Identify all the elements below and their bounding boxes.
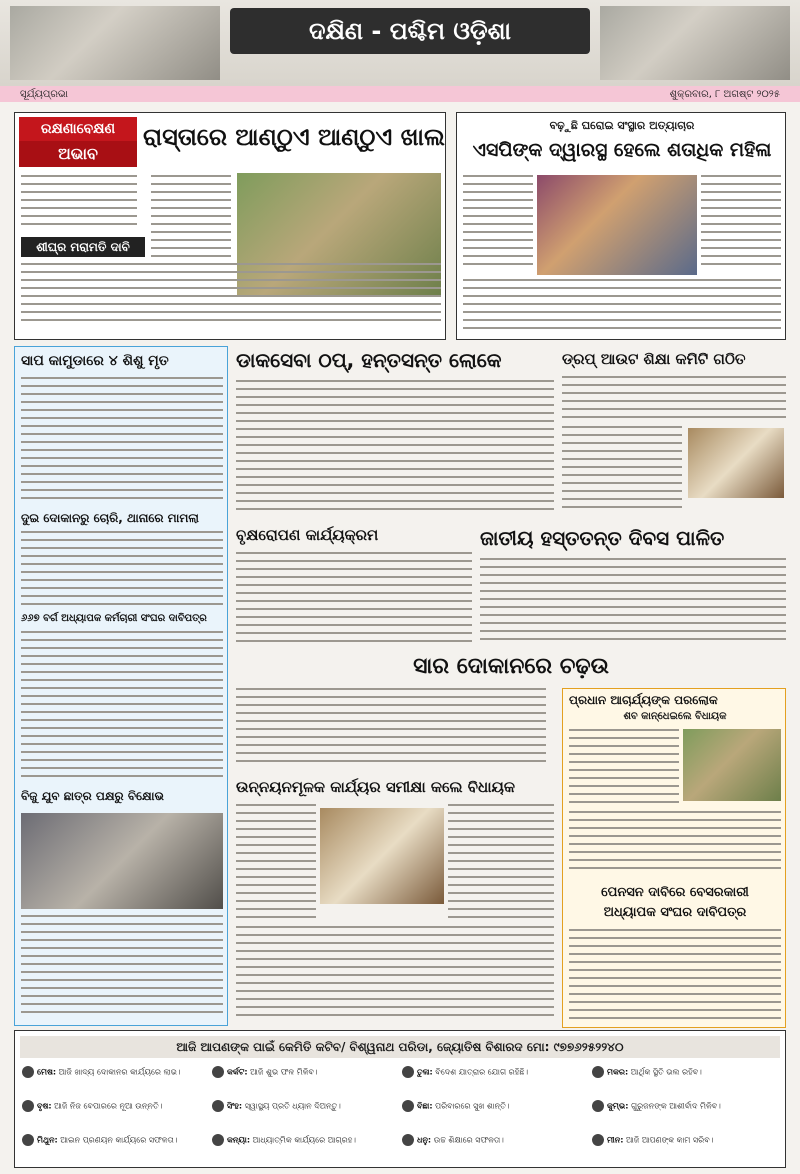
sign-bichha: ବିଛା: ପରିବାରରେ ସୁଖ ଶାନ୍ତି। [402, 1100, 588, 1130]
post-headline: ଡାକସେବା ଠପ୍, ହନ୍ତସନ୍ତ ଲୋକେ [236, 348, 502, 372]
roads-subtag: ଶୀଘ୍ର ମରାମତି ଦାବି [21, 237, 145, 257]
trees-headline: ବୃକ୍ଷରୋପଣ କାର୍ଯ୍ୟକ୍ରମ [236, 526, 379, 544]
story-trees [236, 524, 472, 650]
sign-dhanu: ଧନୁ: ଉଚ୍ଚ ଶିକ୍ଷାରେ ସଫଳତା। [402, 1134, 588, 1164]
sign-kanya: କନ୍ୟା: ଆଧ୍ୟାତ୍ମିକ କାର୍ଯ୍ୟରେ ଆଗ୍ରହ। [212, 1134, 398, 1164]
cancer-icon [212, 1066, 224, 1078]
post-body [236, 380, 554, 516]
story-post [236, 346, 554, 518]
taurus-icon [22, 1100, 34, 1112]
roads-body-bottom [21, 263, 441, 335]
snake-body [21, 377, 223, 507]
principal-photo [683, 729, 781, 801]
students-photo [21, 813, 223, 909]
students-headline: ବିଜୁ ଯୁବ ଛାତ୍ର ପକ୍ଷରୁ ବିକ୍ଷୋଭ [21, 789, 164, 803]
leo-icon [212, 1100, 224, 1112]
sagittarius-icon [402, 1134, 414, 1146]
horoscope-header: ଆଜି ଆପଣଙ୍କ ପାଇଁ କେମିତି କଟିବ/ ବିଶ୍ୱନାଥ ପରିଡା, ଜ୍ୟୋତିଷ ବିଶାରଦ ମୋ: ୯୭୭୬୨୫୨୨୪୦ [20, 1036, 780, 1058]
gemini-icon [22, 1134, 34, 1146]
dateline-left: ସୂର୍ଯ୍ୟପ୍ରଭା [20, 88, 69, 100]
students-body [21, 915, 223, 1021]
sign-brusha: ବୃଷ: ଆଜି ନିଜ ବେପାରରେ ନୂଆ ଉନ୍ନତି। [22, 1100, 208, 1130]
roads-tag-top: ରକ୍ଷଣାବେକ୍ଷଣ [19, 117, 137, 141]
teachers-body [21, 631, 223, 785]
dateline-date: ଶୁକ୍ରବାର, ୮ ଅଗଷ୍ଟ ୨୦୨୫ [669, 88, 780, 100]
sign-tula: ତୁଳା: ବିଦେଶ ଯାତ୍ରାର ଯୋଗ ରହିଛି। [402, 1066, 588, 1096]
dropout-body-left [562, 426, 682, 516]
fertiliser-headline: ସାର ଦୋକାନରେ ଚଢ଼ଉ [413, 654, 609, 679]
sign-makara: ମକର: ଆର୍ଥିକ ସ୍ଥିତି ଭଲ ରହିବ। [592, 1066, 778, 1096]
aquarius-icon [592, 1100, 604, 1112]
story-handloom [480, 524, 786, 650]
story-roads [14, 112, 446, 340]
sign-mithuna: ମିଥୁନ: ଆଇନ ପ୍ରଣୟନ କାର୍ଯ୍ୟରେ ସଫଳତା। [22, 1134, 208, 1164]
left-column-box [14, 346, 228, 1026]
review-body-col3 [448, 804, 554, 924]
theft-body [21, 531, 223, 611]
pension-headline-2: ଅଧ୍ୟାପକ ସଂଘର ଦାବିପତ୍ର [603, 905, 747, 920]
dateline [0, 86, 800, 102]
roads-headline: ରାସ୍ତାରେ ଆଣ୍ଠୁଏ ଆଣ୍ଠୁଏ ଖାଲ [143, 123, 445, 151]
right-column-box [562, 688, 786, 1028]
masthead-photo-right [600, 6, 790, 80]
handloom-body [480, 558, 786, 648]
sign-simha: ସିଂହ: ସ୍ୱାସ୍ଥ୍ୟ ପ୍ରତି ଧ୍ୟାନ ଦିଅନ୍ତୁ। [212, 1100, 398, 1130]
masthead-photo-left [10, 6, 220, 80]
trees-body [236, 552, 472, 648]
story-dropout [562, 346, 786, 518]
women-kicker: ବଢ଼ୁଛି ଘରୋଇ ସଂସ୍ଥାର ଅତ୍ୟାଚାର [549, 119, 695, 132]
fertiliser-body [236, 688, 546, 768]
women-body-col1 [463, 175, 533, 275]
principal-headline: ପ୍ରଧାନ ଆଚାର୍ଯ୍ୟଙ୍କ ପରଲୋକ [569, 693, 718, 707]
review-photo [320, 808, 444, 904]
teachers-headline: ୬୬୭ ବର୍ଗ ଅଧ୍ୟାପକ କର୍ମଚାରୀ ସଂଘର ଦାବିପତ୍ର [21, 613, 207, 624]
scorpio-icon [402, 1100, 414, 1112]
review-body-col1 [236, 804, 316, 924]
story-review [236, 776, 554, 1026]
roads-tag-bottom: ଅଭାବ [19, 141, 137, 167]
principal-body [569, 729, 679, 809]
sign-mesha: ମେଷ: ଆଜି ଖାଦ୍ୟ ଦୋକାନର କାର୍ଯ୍ୟରେ ଲାଭ। [22, 1066, 208, 1096]
sign-kumbha: କୁମ୍ଭ: ଗୁରୁଜନଙ୍କ ଆଶୀର୍ବାଦ ମିଳିବ। [592, 1100, 778, 1130]
women-body-bottom [463, 279, 781, 337]
story-women [456, 112, 786, 340]
women-headline: ଏସପିଙ୍କ ଦ୍ୱାରସ୍ଥ ହେଲେ ଶତାଧିକ ମହିଳା [472, 139, 772, 161]
virgo-icon [212, 1134, 224, 1146]
pension-headline-1: ପେନସନ ଦାବିରେ ବେସରକାରୀ [601, 885, 749, 900]
roads-body-text [21, 175, 137, 235]
review-body-bottom [236, 926, 554, 1022]
women-photo [537, 175, 697, 275]
pension-body [569, 929, 781, 1025]
dropout-body-top [562, 376, 786, 426]
handloom-headline: ଜାତୀୟ ହସ୍ତତନ୍ତ ଦିବସ ପାଳିତ [480, 526, 725, 550]
snake-headline: ସାପ କାମୁଡାରେ ୪ ଶିଶୁ ମୃତ [21, 353, 169, 369]
principal-subhead: ଶବ କାନ୍ଧେଇଲେ ବିଧାୟକ [623, 711, 727, 722]
dropout-headline: ଡ୍ରପ୍ ଆଉଟ ଶିକ୍ଷା କମିଟି ଗଠିତ [562, 350, 746, 368]
aries-icon [22, 1066, 34, 1078]
sign-meena: ମୀନ: ଆଜି ଆପଣଙ୍କ କାମ ସରିବ। [592, 1134, 778, 1164]
pisces-icon [592, 1134, 604, 1146]
sign-karkata: କର୍କଟ: ଆଜି ଶୁଭ ଫଳ ମିଳିବ। [212, 1066, 398, 1096]
review-headline: ଉନ୍ନୟନମୂଳକ କାର୍ଯ୍ୟର ସମୀକ୍ଷା କଲେ ବିଧାୟକ [236, 778, 515, 796]
capricorn-icon [592, 1066, 604, 1078]
libra-icon [402, 1066, 414, 1078]
section-title: ଦକ୍ଷିଣ - ପଶ୍ଚିମ ଓଡ଼ିଶା [230, 8, 590, 54]
masthead-banner [0, 0, 800, 86]
dropout-photo [688, 428, 784, 498]
women-body-col3 [701, 175, 781, 275]
theft-headline: ଦୁଇ ଦୋକାନରୁ ଚୋରି, ଥାନାରେ ମାମଲା [21, 511, 199, 525]
principal-body-bottom [569, 811, 781, 877]
